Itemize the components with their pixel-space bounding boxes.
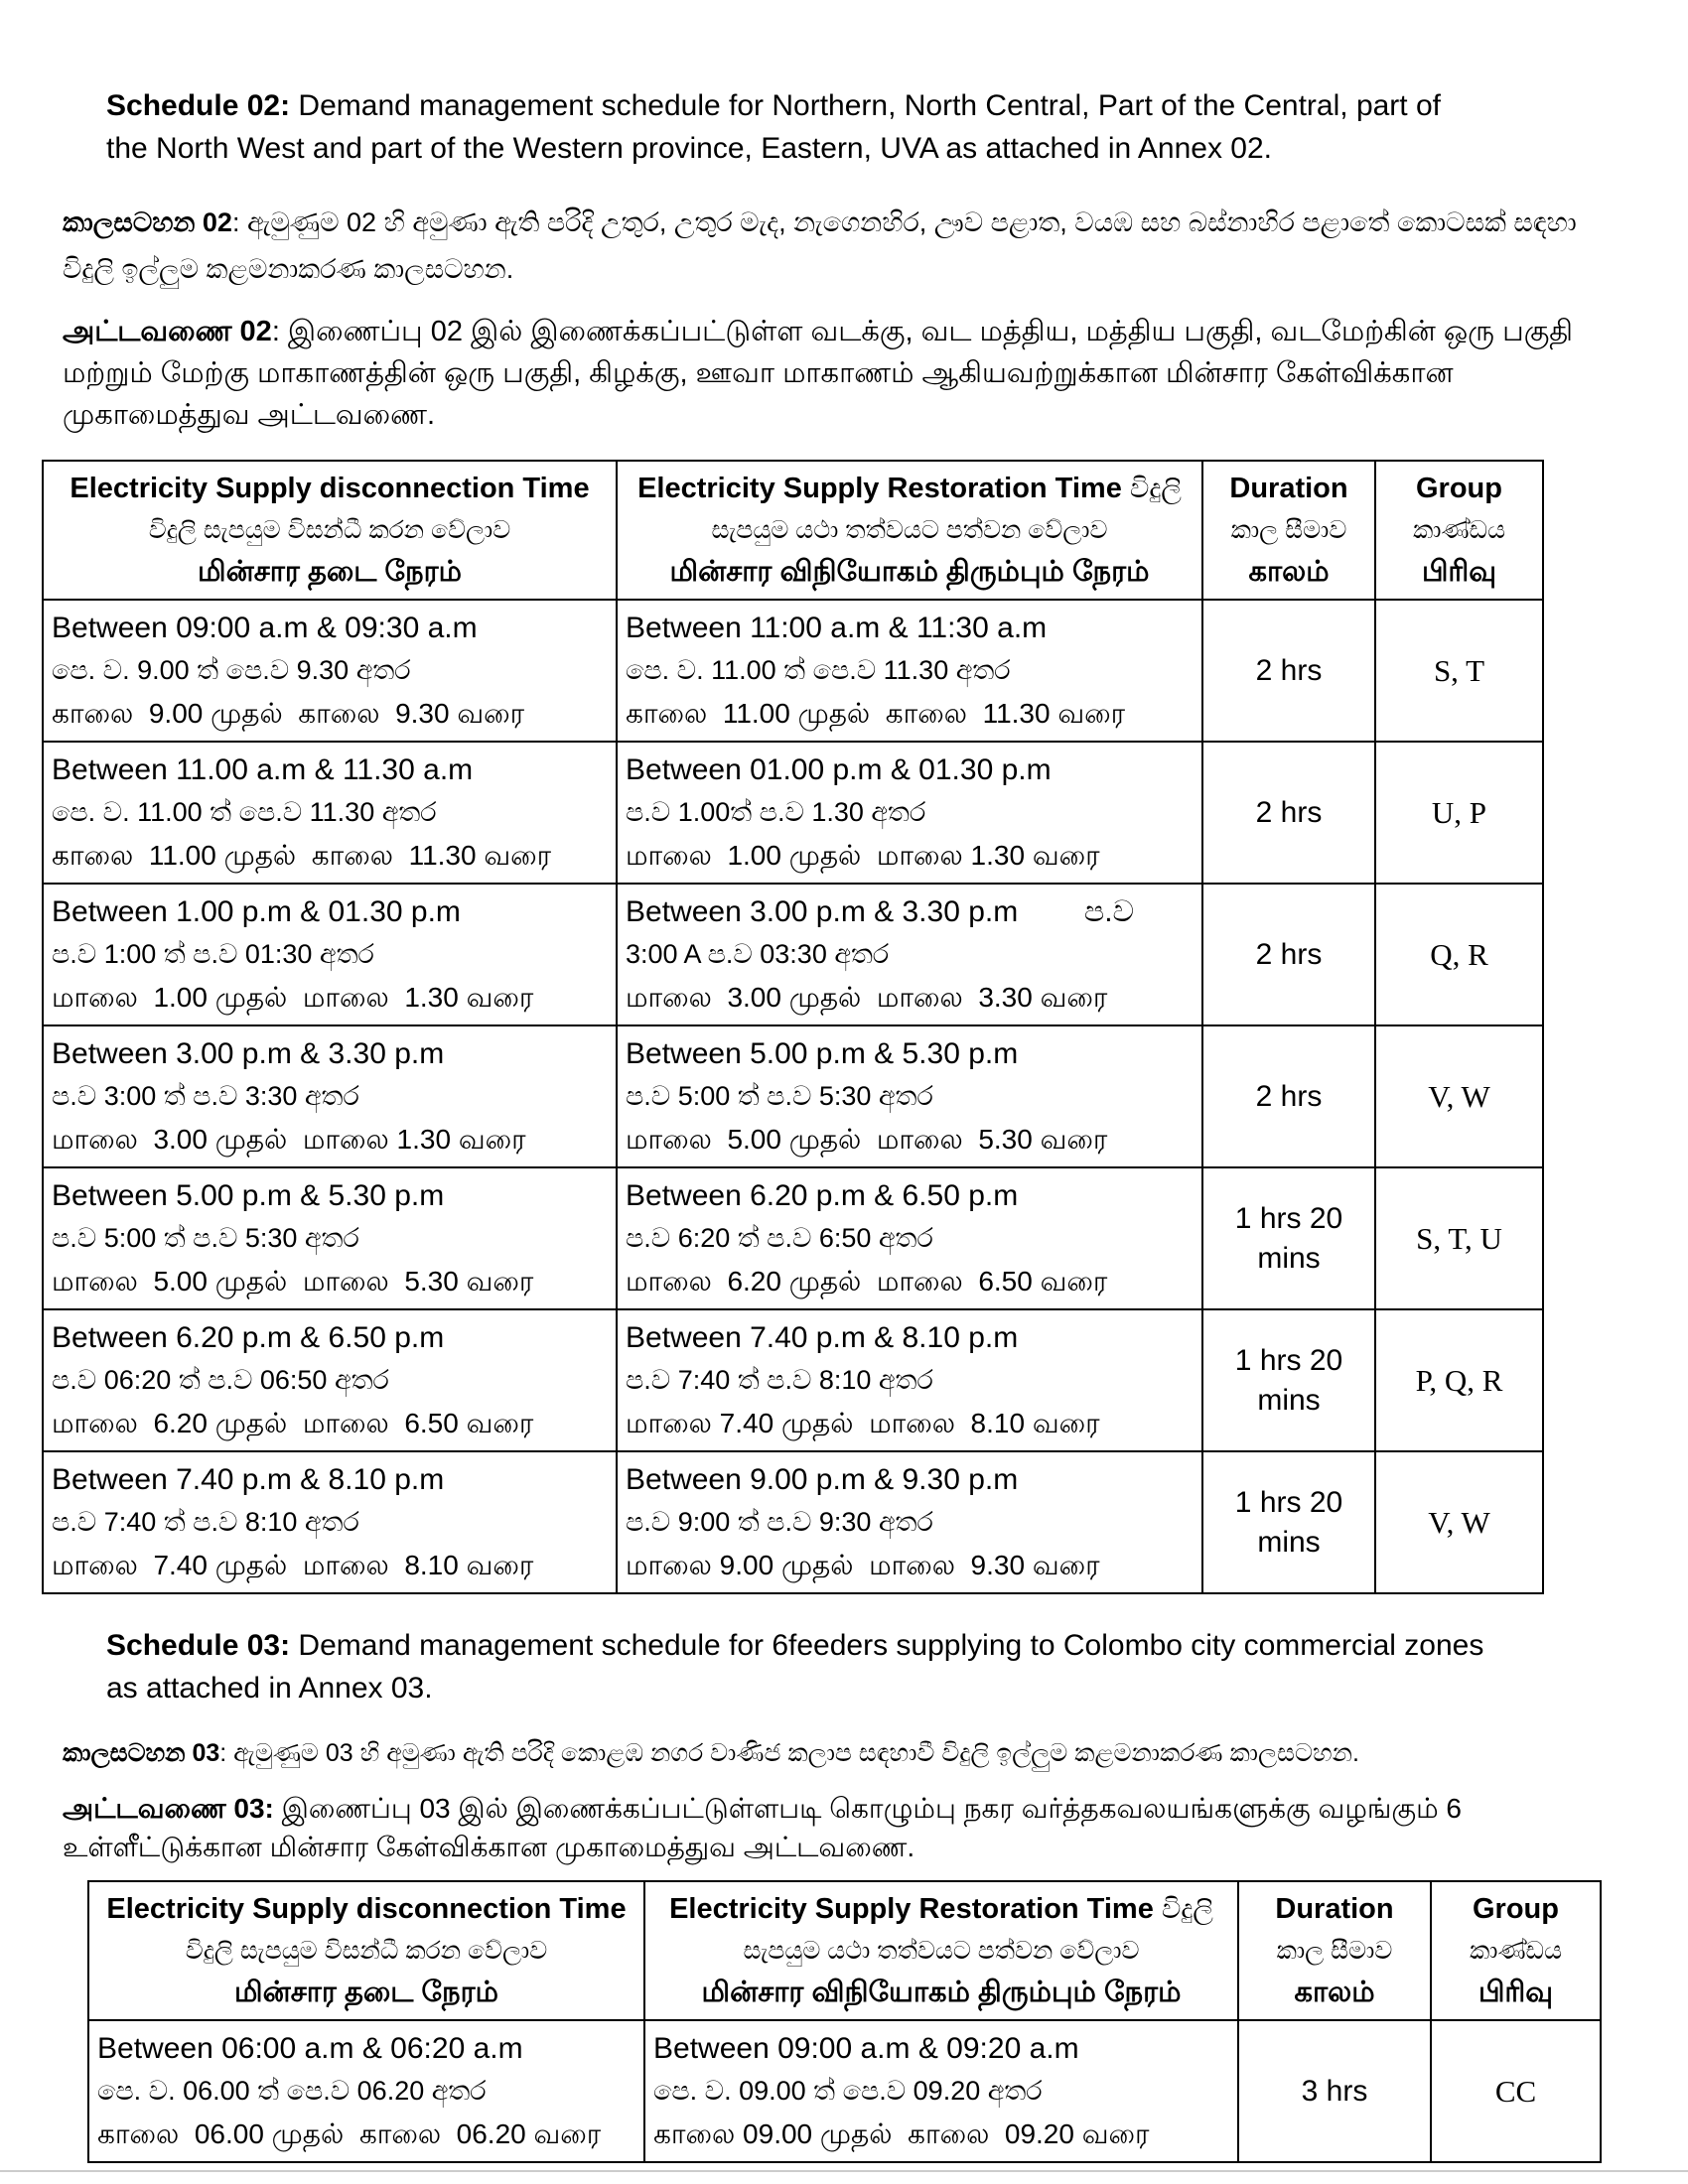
header-group-en: Group	[1416, 473, 1502, 504]
header-duration-en: Duration	[1229, 473, 1348, 504]
header-restoration-si: සැපයුම යථා තත්වයට පත්වන වේලාව	[711, 516, 1108, 544]
header-disconnection-en: Electricity Supply disconnection Time	[70, 473, 590, 504]
restoration-en: Between 01.00 p.m & 01.30 p.m	[626, 753, 1052, 786]
header-disconnection-si: විදුලි සැපයුම විසන්ධී කරන වේලාව	[185, 1937, 548, 1965]
disconnection-ta: காலை 11.00 முதல் காலை 11.30 வரை	[52, 840, 552, 871]
header-group-en: Group	[1473, 1893, 1559, 1925]
disconnection-time-cell	[43, 884, 617, 1025]
schedule-02-heading	[106, 0, 1486, 170]
header-duration	[1238, 1881, 1431, 2020]
schedule-02-sinhala-text: : ඇමුණුම 02 හි අමුණා ඇති පරිදි උතුර, උතුර මැද, නැගෙනහිර, ඌව පළාත, වයඹ සහ බස්නාහිර පළාතේ කොටසක් සඳහා විදුලි ඉල්ලුම කළමනාකරණ කාලසටහන.	[63, 207, 1577, 284]
restoration-si: ප.ව 7:40 ත් ප.ව 8:10 අතර	[626, 1365, 933, 1395]
table-row	[43, 742, 1543, 884]
header-group	[1431, 1881, 1601, 2020]
group-cell: S, T, U	[1375, 1167, 1543, 1309]
schedule-03-label: Schedule 03:	[106, 1629, 291, 1662]
restoration-si: 3:00 A ප.ව 03:30 අතර	[626, 939, 890, 969]
table-row	[43, 1451, 1543, 1593]
header-disconnection-ta: மின்சார தடை நேரம்	[198, 556, 462, 588]
schedule-02-table	[42, 460, 1544, 1594]
disconnection-ta: காலை 06.00 முதல் காலை 06.20 வரை	[97, 2118, 602, 2149]
disconnection-time-cell	[43, 742, 617, 884]
header-restoration-ta: மின்சார விநியோகம் திரும்பும் நேரம்	[701, 1977, 1182, 2008]
restoration-si: පෙ. ව. 09.00 ත් පෙ.ව 09.20 අතර	[653, 2076, 1043, 2106]
schedule-02-label: Schedule 02:	[106, 89, 291, 122]
schedule-03-table	[87, 1880, 1602, 2163]
disconnection-time-cell	[88, 2020, 644, 2162]
disconnection-si: ප.ව 1:00 ත් ප.ව 01:30 අතර	[52, 939, 374, 969]
group-cell: U, P	[1375, 742, 1543, 884]
header-disconnection-time	[43, 461, 617, 600]
restoration-si: පෙ. ව. 11.00 ත් පෙ.ව 11.30 අතර	[626, 655, 1011, 685]
table-row	[43, 1309, 1543, 1451]
schedule-03-sinhala-label: කාලසටහන 03	[63, 1739, 220, 1767]
duration-cell: 2 hrs	[1202, 742, 1375, 884]
restoration-time-cell	[617, 600, 1202, 742]
table-row	[43, 600, 1543, 742]
disconnection-time-cell	[43, 1309, 617, 1451]
header-duration-ta: காலம்	[1294, 1977, 1375, 2008]
restoration-en: Between 7.40 p.m & 8.10 p.m	[626, 1321, 1019, 1354]
restoration-time-cell	[644, 2020, 1238, 2162]
restoration-ta: மாலை 6.20 முதல் மாலை 6.50 வரை	[626, 1266, 1108, 1297]
schedule-03-sinhala-text: : ඇමුණුම 03 හි අමුණා ඇති පරිදි කොළඹ නගර වාණිජ කලාප සඳහාවී විදුලි ඉල්ලුම කළමනාකරණ කාලසටහන.	[219, 1739, 1359, 1767]
schedule-03-paragraph-tamil	[63, 1789, 1633, 1866]
schedule-03-heading	[106, 1624, 1486, 1709]
disconnection-ta: மாலை 7.40 முதல் மாலை 8.10 வரை	[52, 1550, 534, 1580]
schedule-03-paragraph-sinhala	[63, 1733, 1628, 1773]
header-group	[1375, 461, 1543, 600]
disconnection-en: Between 3.00 p.m & 3.30 p.m	[52, 1037, 445, 1070]
group-cell: Q, R	[1375, 884, 1543, 1025]
disconnection-time-cell	[43, 600, 617, 742]
header-restoration-en: Electricity Supply Restoration Time විදුලි	[637, 473, 1182, 504]
schedule-02-heading-text: Demand management schedule for Northern, North Central, Part of the Central, part of the North West and part of the Western province, Eastern, UVA as attached in Annex 02.	[106, 89, 1441, 165]
table-row	[43, 884, 1543, 1025]
header-restoration-time	[644, 1881, 1238, 2020]
disconnection-en: Between 06:00 a.m & 06:20 a.m	[97, 2032, 523, 2065]
duration-cell: 1 hrs 20 mins	[1202, 1451, 1375, 1593]
disconnection-si: පෙ. ව. 9.00 ත් පෙ.ව 9.30 අතර	[52, 655, 411, 685]
restoration-time-cell	[617, 742, 1202, 884]
schedule-03-heading-text: Demand management schedule for 6feeders supplying to Colombo city commercial zones as attached in Annex 03.	[106, 1629, 1484, 1705]
group-cell: V, W	[1375, 1451, 1543, 1593]
disconnection-si: ප.ව 3:00 ත් ප.ව 3:30 අතර	[52, 1081, 359, 1111]
duration-cell: 1 hrs 20 mins	[1202, 1309, 1375, 1451]
table-row	[43, 1167, 1543, 1309]
disconnection-en: Between 11.00 a.m & 11.30 a.m	[52, 753, 474, 786]
header-disconnection-si: විදුලි සැපයුම විසන්ධී කරන වේලාව	[148, 516, 511, 544]
disconnection-si: පෙ. ව. 11.00 ත් පෙ.ව 11.30 අතර	[52, 797, 437, 827]
header-group-ta: பிரிவு	[1421, 556, 1497, 588]
schedule-03-tamil-text: இணைப்பு 03 இல் இணைக்கப்பட்டுள்ளபடி கொழும்பு நகர வர்த்தகவலயங்களுக்கு வழங்கும் 6 உள்ளீட்டுக்கான மின்சார கேள்விக்கான முகாமைத்துவ அட்டவணை.	[63, 1793, 1462, 1862]
header-restoration-en: Electricity Supply Restoration Time විදුලි	[669, 1893, 1213, 1925]
header-duration-en: Duration	[1275, 1893, 1394, 1925]
disconnection-en: Between 7.40 p.m & 8.10 p.m	[52, 1463, 445, 1496]
disconnection-en: Between 1.00 p.m & 01.30 p.m	[52, 895, 461, 928]
header-group-si: කාණ්ඩය	[1412, 516, 1506, 544]
header-disconnection-time	[88, 1881, 644, 2020]
header-restoration-time	[617, 461, 1202, 600]
restoration-time-cell	[617, 1025, 1202, 1167]
group-cell: V, W	[1375, 1025, 1543, 1167]
disconnection-ta: மாலை 5.00 முதல் மாலை 5.30 வரை	[52, 1266, 534, 1297]
schedule-02-sinhala-label: කාලසටහන 02	[63, 207, 232, 237]
restoration-si: ප.ව 5:00 ත් ප.ව 5:30 අතර	[626, 1081, 933, 1111]
duration-cell: 2 hrs	[1202, 884, 1375, 1025]
restoration-si: ප.ව 9:00 ත් ප.ව 9:30 අතර	[626, 1507, 933, 1537]
restoration-time-cell	[617, 884, 1202, 1025]
header-duration-ta: காலம்	[1248, 556, 1330, 588]
disconnection-si: පෙ. ව. 06.00 ත් පෙ.ව 06.20 අතර	[97, 2076, 487, 2106]
disconnection-ta: காலை 9.00 முதல் காலை 9.30 வரை	[52, 698, 525, 729]
disconnection-ta: மாலை 6.20 முதல் மாலை 6.50 வரை	[52, 1408, 534, 1438]
duration-cell: 1 hrs 20 mins	[1202, 1167, 1375, 1309]
duration-cell: 2 hrs	[1202, 1025, 1375, 1167]
duration-cell: 3 hrs	[1238, 2020, 1431, 2162]
header-group-ta: பிரிவு	[1477, 1977, 1554, 2008]
restoration-ta: காலை 09.00 முதல் காலை 09.20 வரை	[653, 2118, 1150, 2149]
restoration-si: ප.ව 1.00ත් ප.ව 1.30 අතර	[626, 797, 926, 827]
restoration-time-cell	[617, 1167, 1202, 1309]
header-duration-si: කාල සීමාව	[1230, 516, 1347, 544]
restoration-en: Between 11:00 a.m & 11:30 a.m	[626, 612, 1048, 644]
page-bottom-divider	[0, 2170, 1688, 2172]
schedule-02-paragraph-sinhala	[63, 200, 1628, 293]
disconnection-si: ප.ව 5:00 ත් ප.ව 5:30 අතර	[52, 1223, 359, 1253]
restoration-ta: காலை 11.00 முதல் காலை 11.30 வரை	[626, 698, 1126, 729]
restoration-si: ප.ව 6:20 ත් ප.ව 6:50 අතර	[626, 1223, 933, 1253]
disconnection-ta: மாலை 1.00 முதல் மாலை 1.30 வரை	[52, 982, 534, 1013]
group-cell: CC	[1431, 2020, 1601, 2162]
duration-cell: 2 hrs	[1202, 600, 1375, 742]
header-duration	[1202, 461, 1375, 600]
disconnection-time-cell	[43, 1025, 617, 1167]
header-restoration-ta: மின்சார விநியோகம் திரும்பும் நேரம்	[669, 556, 1150, 588]
table-row	[88, 2020, 1601, 2162]
restoration-time-cell	[617, 1451, 1202, 1593]
disconnection-en: Between 09:00 a.m & 09:30 a.m	[52, 612, 478, 644]
header-restoration-si-inline: විදුලි	[1161, 1894, 1213, 1924]
header-group-si: කාණ්ඩය	[1469, 1937, 1563, 1965]
header-restoration-si-inline: විදුලි	[1129, 474, 1182, 503]
restoration-ta: மாலை 3.00 முதல் மாலை 3.30 வரை	[626, 982, 1108, 1013]
restoration-en: Between 09:00 a.m & 09:20 a.m	[653, 2032, 1079, 2065]
restoration-en: Between 9.00 p.m & 9.30 p.m	[626, 1463, 1019, 1496]
disconnection-si: ප.ව 06:20 ත් ප.ව 06:50 අතර	[52, 1365, 389, 1395]
restoration-en: Between 3.00 p.m & 3.30 p.m ප.ව	[626, 895, 1135, 928]
disconnection-time-cell	[43, 1451, 617, 1593]
schedule-03-header-row	[88, 1881, 1601, 2020]
restoration-ta: மாலை 9.00 முதல் மாலை 9.30 வரை	[626, 1550, 1100, 1580]
disconnection-si: ප.ව 7:40 ත් ප.ව 8:10 අතර	[52, 1507, 359, 1537]
disconnection-en: Between 6.20 p.m & 6.50 p.m	[52, 1321, 445, 1354]
disconnection-time-cell	[43, 1167, 617, 1309]
header-duration-si: කාල සීමාව	[1276, 1937, 1393, 1965]
restoration-ta: மாலை 5.00 முதல் மாலை 5.30 வரை	[626, 1124, 1108, 1155]
disconnection-en: Between 5.00 p.m & 5.30 p.m	[52, 1179, 445, 1212]
schedule-02-header-row	[43, 461, 1543, 600]
restoration-en: Between 6.20 p.m & 6.50 p.m	[626, 1179, 1019, 1212]
restoration-en: Between 5.00 p.m & 5.30 p.m	[626, 1037, 1019, 1070]
schedule-02-tamil-label: அட்டவணை 02	[63, 316, 272, 347]
header-disconnection-ta: மின்சார தடை நேரம்	[234, 1977, 498, 2008]
disconnection-ta: மாலை 3.00 முதல் மாலை 1.30 வரை	[52, 1124, 526, 1155]
group-cell: P, Q, R	[1375, 1309, 1543, 1451]
restoration-ta: மாலை 1.00 முதல் மாலை 1.30 வரை	[626, 840, 1100, 871]
header-restoration-si: සැපයුම යථා තත්වයට පත්වන වේලාව	[743, 1937, 1140, 1965]
restoration-time-cell	[617, 1309, 1202, 1451]
table-row	[43, 1025, 1543, 1167]
group-cell: S, T	[1375, 600, 1543, 742]
schedule-03-tamil-label: அட்டவணை 03:	[63, 1793, 274, 1824]
schedule-02-tamil-text: : இணைப்பு 02 இல் இணைக்கப்பட்டுள்ள வடக்கு, வட மத்திய, மத்திய பகுதி, வடமேற்கின் ஒரு பகுதி மற்றும் மேற்கு மாகாணத்தின் ஒரு பகுதி, கிழக்கு, ஊவா மாகாணம் ஆகியவற்றுக்கான மின்சார கேள்விக்கான முகாமைத்துவ அட்டவணை.	[63, 316, 1574, 431]
schedule-02-paragraph-tamil	[63, 311, 1633, 436]
header-disconnection-en: Electricity Supply disconnection Time	[106, 1893, 627, 1925]
restoration-ta: மாலை 7.40 முதல் மாலை 8.10 வரை	[626, 1408, 1100, 1438]
